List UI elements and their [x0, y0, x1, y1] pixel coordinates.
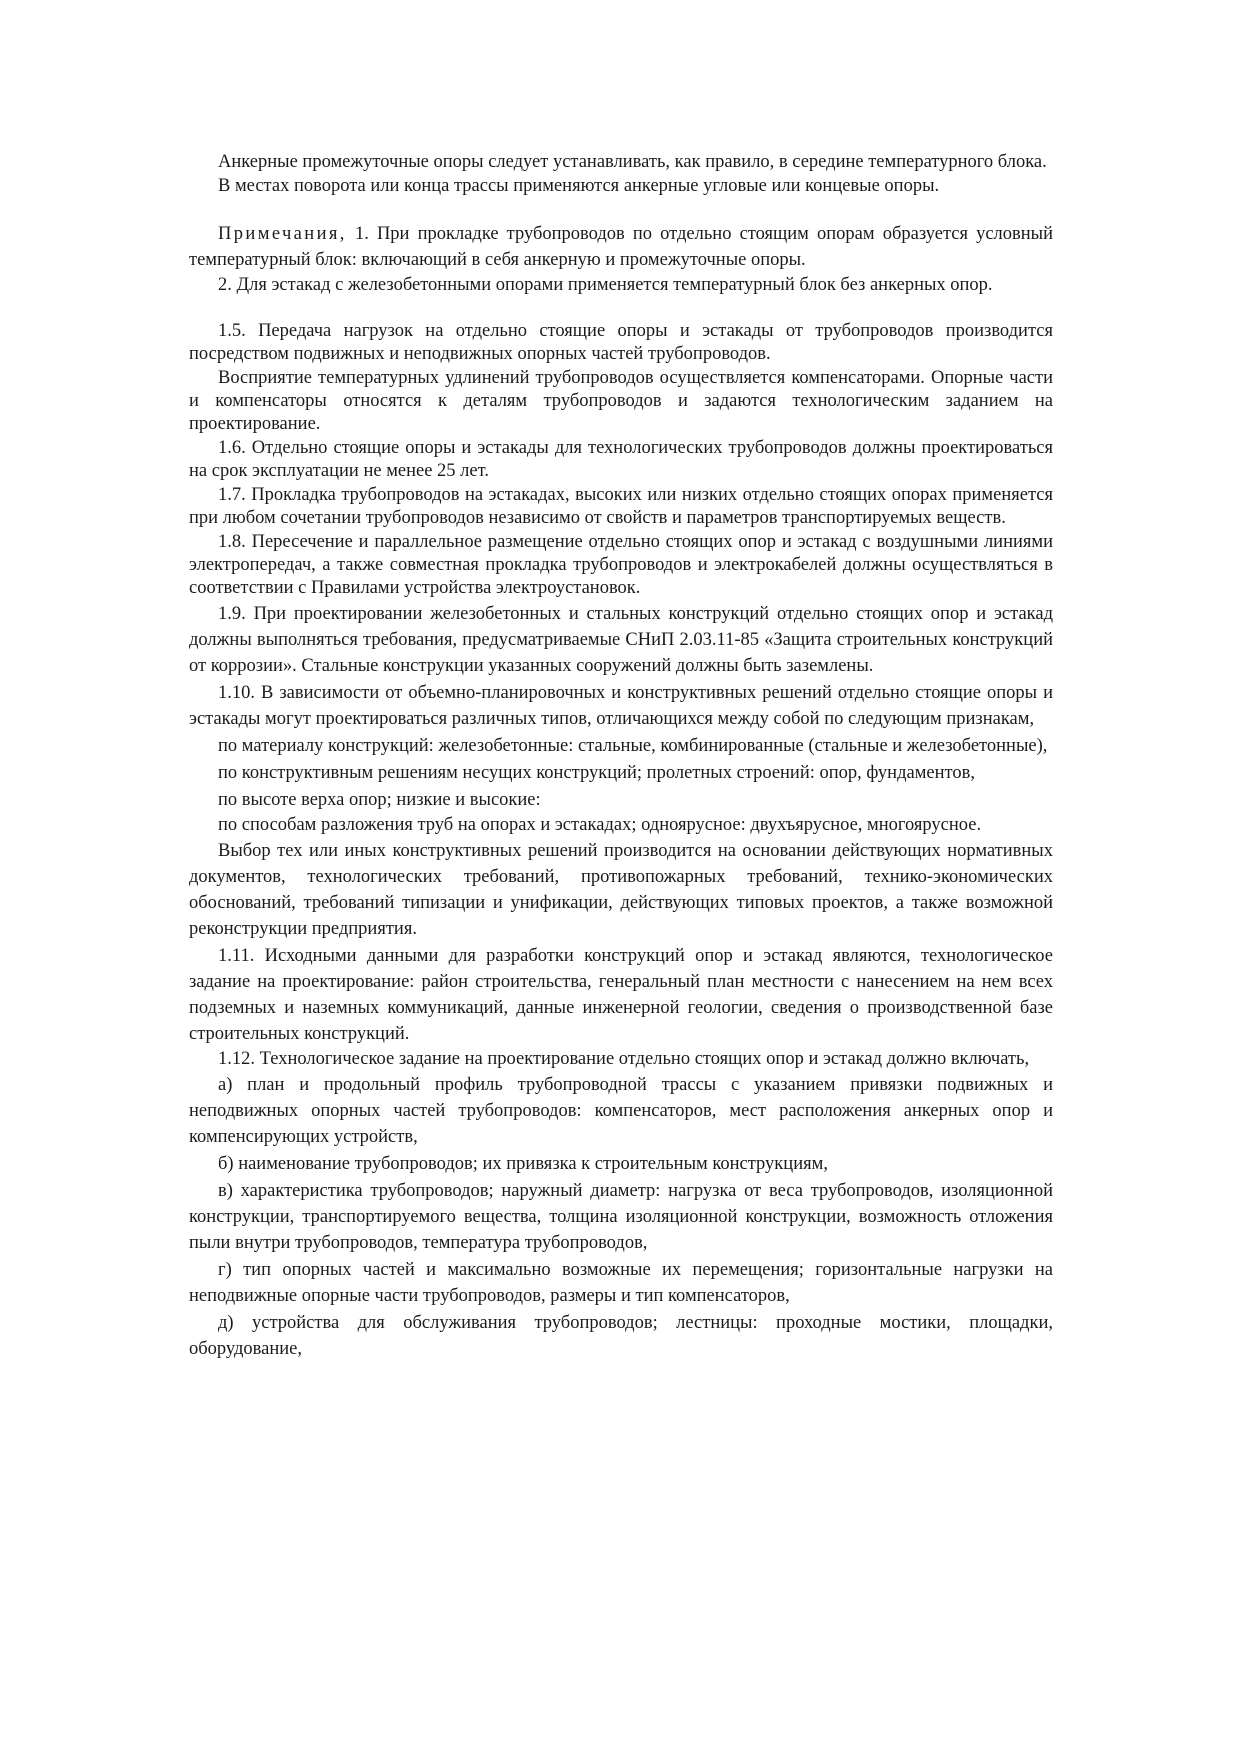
document-body	[189, 151, 1053, 1363]
list-item-pipe-layout: по способам разложения труб на опорах и эстакадах; одноярусное: двухъярусное, многоярусное.	[218, 815, 982, 835]
paragraph-1-5: 1.5. Передача нагрузок на отдельно стоящие опоры и эстакады от трубопроводов производится посредством подвижных и неподвижных опорных частей трубопроводов.	[189, 321, 1053, 364]
paragraph-1-6: 1.6. Отдельно стоящие опоры и эстакады для технологических трубопроводов должны проектироваться на срок эксплуатации не менее 25 лет.	[189, 438, 1053, 481]
note-1	[189, 221, 1053, 273]
list-item-structural: по конструктивным решениям несущих конструкций; пролетных строений: опор, фундаментов,	[218, 763, 975, 783]
note-2: 2. Для эстакад с железобетонными опорами применяется температурный блок без анкерных опор.	[218, 275, 993, 295]
list-item-b: б) наименование трубопроводов; их привязка к строительным конструкциям,	[218, 1154, 828, 1174]
list-item-height: по высоте верха опор; низкие и высокие:	[218, 790, 541, 810]
paragraph-thermal-expansion: Восприятие температурных удлинений трубопроводов осуществляется компенсаторами. Опорные части и компенсаторы относятся к деталям трубопроводов и задаются технологическим заданием на проектирование.	[189, 368, 1053, 434]
paragraph-1-9: 1.9. При проектировании железобетонных и стальных конструкций отдельно стоящих опор и эстакад должны выполняться требования, предусматриваемые СНиП 2.03.11-85 «Защита строительных конструкций от коррозии». Стальные конструкции указанных сооружений должны быть заземлены.	[189, 604, 1053, 676]
note-1-text: 1. При прокладке трубопроводов по отдельно стоящим опорам образуется условный температурный блок: включающий в себя анкерную и промежуточные опоры.	[189, 224, 1054, 270]
list-item-g: г) тип опорных частей и максимально возможные их перемещения; горизонтальные нагрузки на неподвижные опорные части трубопроводов, размеры и тип компенсаторов,	[189, 1260, 1053, 1306]
paragraph-1-12: 1.12. Технологическое задание на проектирование отдельно стоящих опор и эстакад должно включать,	[218, 1049, 1030, 1069]
list-item-d: д) устройства для обслуживания трубопроводов; лестницы: проходные мостики, площадки, оборудование,	[189, 1313, 1053, 1359]
paragraph-1-10: 1.10. В зависимости от объемно-планировочных и конструктивных решений отдельно стоящие опоры и эстакады могут проектироваться различных типов, отличающихся между собой по следующим признакам,	[189, 683, 1053, 729]
paragraph-1-8: 1.8. Пересечение и параллельное размещение отдельно стоящих опор и эстакад с воздушными линиями электропередач, а также совместная прокладка трубопроводов и электрокабелей должны осуществляться в соответствии с Правилами устройства электроустановок.	[189, 532, 1053, 598]
notes-label: Примечания,	[218, 224, 347, 244]
paragraph-1-7: 1.7. Прокладка трубопроводов на эстакадах, высоких или низких отдельно стоящих опорах применяется при любом сочетании трубопроводов независимо от свойств и параметров транспортируемых веществ.	[189, 485, 1053, 528]
list-item-v: в) характеристика трубопроводов; наружный диаметр: нагрузка от веса трубопроводов, изоляционной конструкции, транспортируемого вещества, толщина изоляционной конструкции, возможность отложения пыли внутри трубопроводов, температура трубопроводов,	[189, 1181, 1053, 1253]
paragraph-turn-supports: В местах поворота или конца трассы применяются анкерные угловые или концевые опоры.	[218, 176, 940, 196]
paragraph-solution-choice: Выбор тех или иных конструктивных решений производится на основании действующих нормативных документов, технологических требований, противопожарных требований, технико-экономических обоснований, требований типизации и унификации, действующих типовых проектов, а также возможной реконструкции предприятия.	[189, 841, 1053, 939]
paragraph-1-11: 1.11. Исходными данными для разработки конструкций опор и эстакад являются, технологическое задание на проектирование: район строительства, генеральный план местности с нанесением на нем всех подземных и наземных коммуникаций, данные инженерной геологии, сведения о производственной базе строительных конструкций.	[189, 946, 1053, 1044]
list-item-material: по материалу конструкций: железобетонные: стальные, комбинированные (стальные и железобетонные),	[218, 736, 1048, 756]
list-item-a: а) план и продольный профиль трубопроводной трассы с указанием привязки подвижных и неподвижных опорных частей трубопроводов: компенсаторов, мест расположения анкерных опор и компенсирующих устройств,	[189, 1075, 1053, 1147]
paragraph-anchor-supports: Анкерные промежуточные опоры следует устанавливать, как правило, в середине температурного блока.	[218, 152, 1047, 172]
